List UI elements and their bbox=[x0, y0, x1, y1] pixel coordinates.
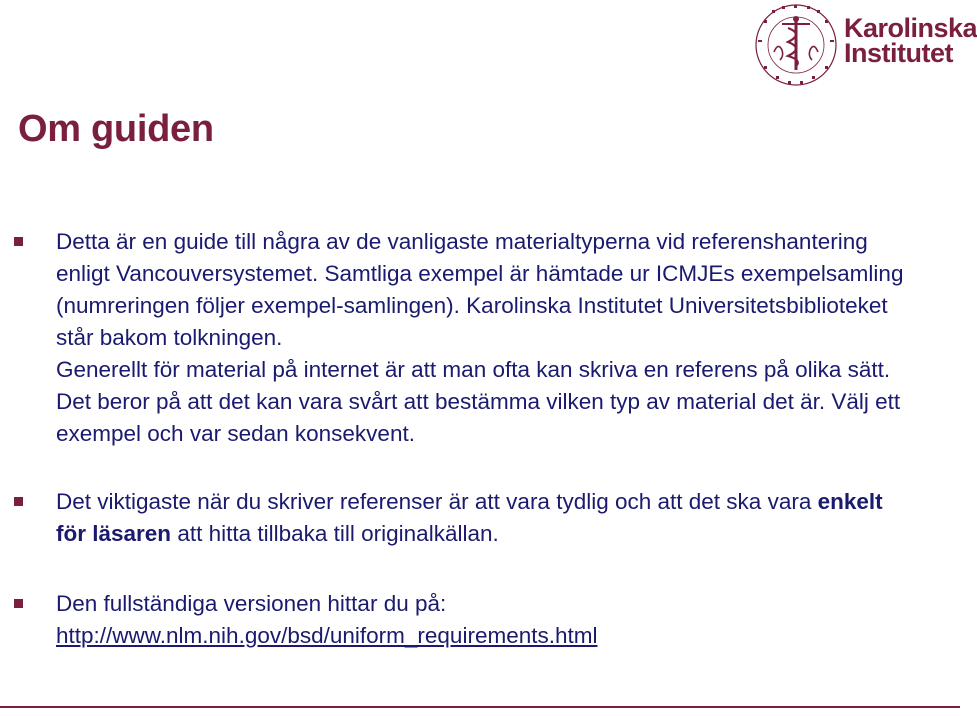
bullet-item-important bbox=[56, 486, 916, 550]
bullet-about-para-1: Detta är en guide till några av de vanligaste materialtyperna vid referenshantering enligt Vancouversystemet. Samtliga exempel är hämtade ur ICMJEs exempelsamling (numreringen följer exempel-samlingen). Karolinska Institutet Universitetsbiblioteket står bakom tolkningen. bbox=[56, 229, 904, 350]
bullet-item-link bbox=[56, 588, 916, 652]
bullet-square-icon bbox=[14, 599, 23, 608]
bullet-link-text: Den fullständiga versionen hittar du på: bbox=[56, 591, 447, 616]
bullet-important-text bbox=[56, 486, 916, 550]
karolinska-logo bbox=[752, 2, 977, 88]
bullet-important-before: Det viktigaste när du skriver referenser är att vara tydlig och att det ska vara bbox=[56, 489, 818, 514]
bullet-important-after: att hitta tillbaka till originalkällan. bbox=[171, 521, 499, 546]
bullet-square-icon bbox=[14, 237, 23, 246]
bullet-square-icon bbox=[14, 497, 23, 506]
bullet-about-para-2: Generellt för material på internet är att man ofta kan skriva en referens på olika sätt. Det beror på att det kan vara svårt att bestämma vilken typ av material det är. Välj ett exempel och var sedan konsekvent. bbox=[56, 357, 901, 446]
logo-line-2: Institutet bbox=[844, 38, 953, 68]
bullet-important-bold: enkelt för läsaren bbox=[56, 489, 883, 546]
footer-divider bbox=[0, 706, 960, 708]
page-title: Om guiden bbox=[18, 108, 214, 150]
karolinska-seal-icon bbox=[752, 2, 840, 88]
uniform-requirements-link[interactable]: http://www.nlm.nih.gov/bsd/uniform_requirements.html bbox=[56, 623, 598, 648]
logo-wordmark bbox=[844, 13, 977, 68]
bullet-item-about bbox=[56, 226, 916, 450]
logo-line-1: Karolinska bbox=[844, 13, 977, 43]
